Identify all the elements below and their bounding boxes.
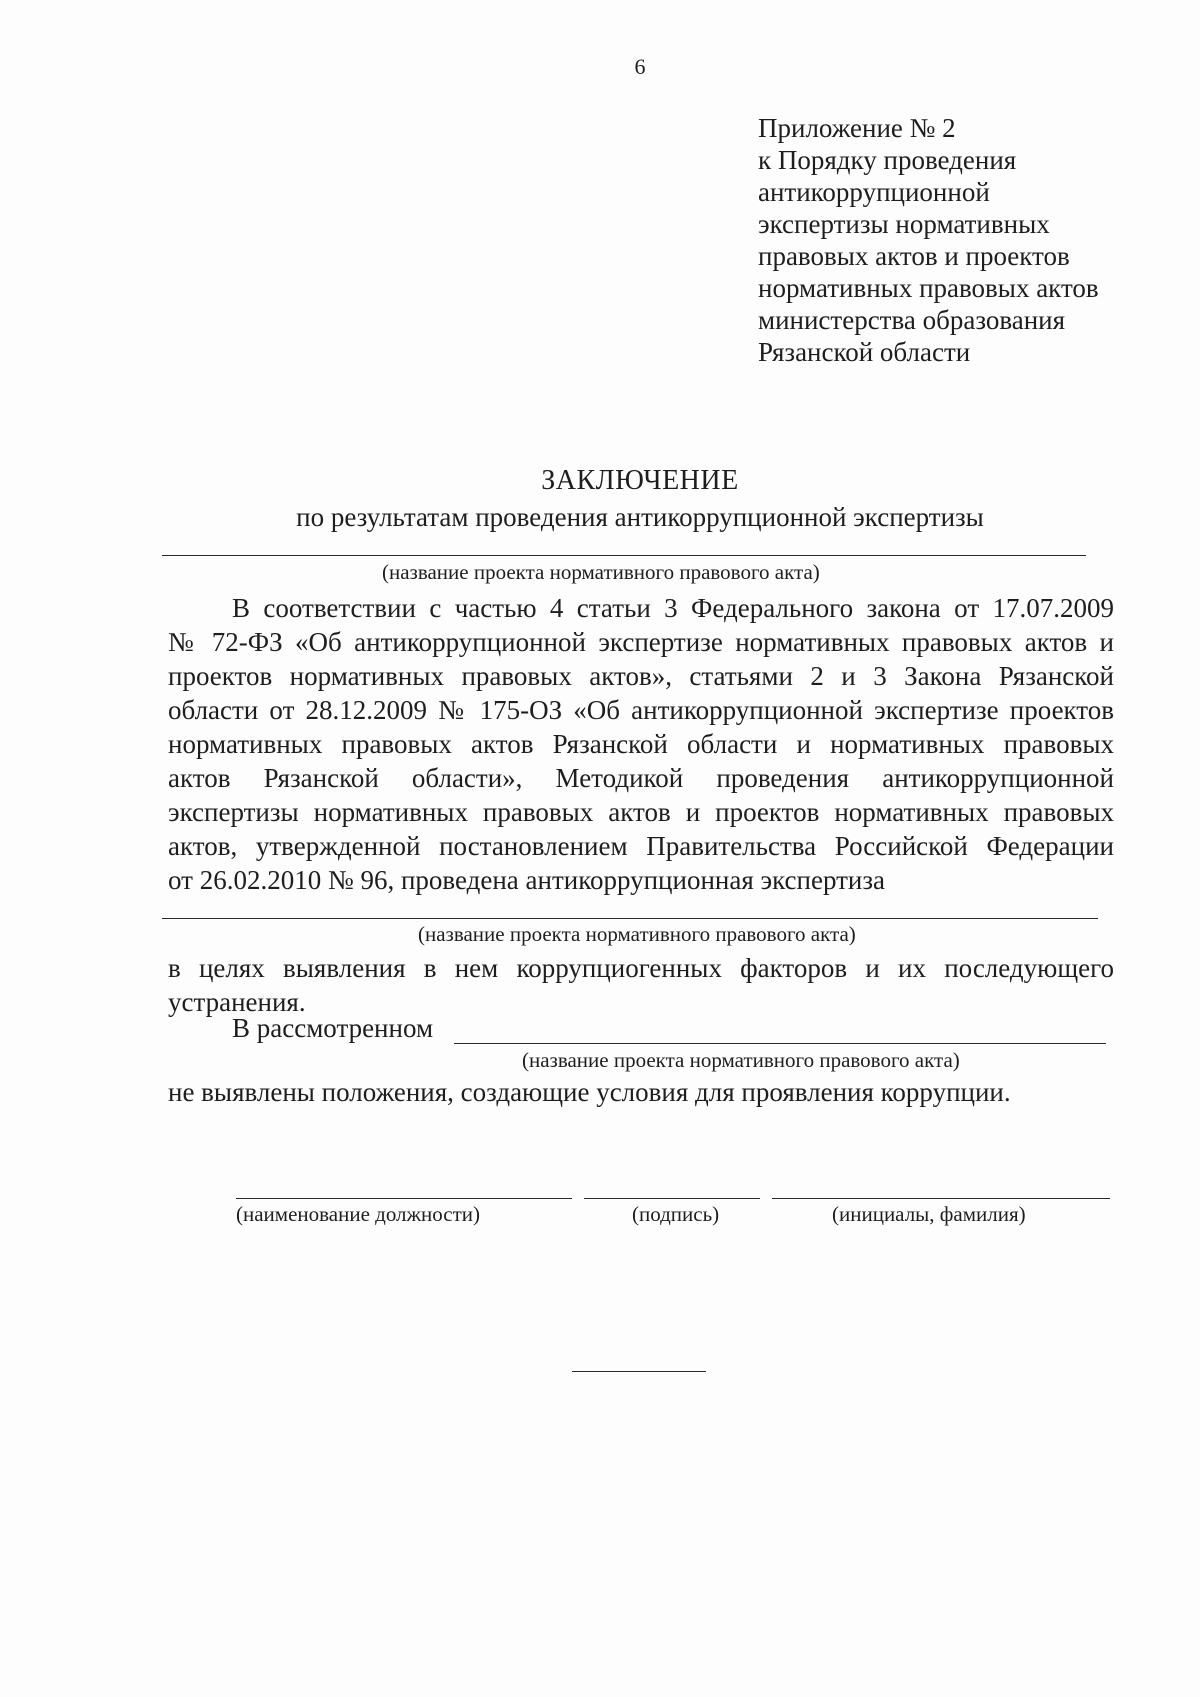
- act-name-line-2: [162, 918, 1098, 919]
- position-caption: (наименование должности): [236, 1202, 481, 1226]
- body-line: актов Рязанской области», Методикой проведения антикоррупционной: [168, 763, 1114, 793]
- body-line: проектов нормативных правовых актов», статьями 2 и 3 Закона Рязанской: [168, 661, 1114, 691]
- act-name-caption-2: (название проекта нормативного правового акта): [418, 922, 856, 946]
- body-line: актов, утвержденной постановлением Правительства Российской Федерации: [168, 831, 1114, 861]
- page-number: 6: [634, 54, 646, 79]
- body-line: № 72-ФЗ «Об антикоррупционной экспертизе нормативных правовых актов и: [168, 627, 1114, 657]
- appendix-line: экспертизы нормативных: [758, 209, 1050, 239]
- signature-line: [584, 1198, 760, 1199]
- body-line: устранения.: [168, 987, 306, 1017]
- name-line: [772, 1198, 1110, 1199]
- body-line: от 26.02.2010 № 96, проведена антикоррупционная экспертиза: [168, 865, 885, 895]
- appendix-line: к Порядку проведения: [758, 145, 1017, 175]
- appendix-header: [758, 112, 1178, 368]
- act-name-line-3: [454, 1043, 1106, 1044]
- body-line: не выявлены положения, создающие условия для проявления коррупции.: [168, 1077, 1011, 1107]
- name-caption: (инициалы, фамилия): [832, 1202, 1026, 1226]
- appendix-line: антикоррупционной: [758, 177, 990, 207]
- body-line: области от 28.12.2009 № 175-ОЗ «Об антикоррупционной экспертизе проектов: [168, 695, 1114, 725]
- position-line: [236, 1198, 572, 1199]
- appendix-line: Приложение № 2: [758, 113, 956, 143]
- body-line: экспертизы нормативных правовых актов и проектов нормативных правовых: [168, 797, 1114, 827]
- appendix-line: Рязанской области: [758, 337, 971, 367]
- signature-caption: (подпись): [632, 1202, 720, 1226]
- act-name-line-1: [162, 555, 1086, 556]
- considered-label: В рассмотренном: [232, 1013, 434, 1043]
- body-line: нормативных правовых актов Рязанской области и нормативных правовых: [168, 729, 1114, 759]
- document-subtitle: по результатам проведения антикоррупционной экспертизы: [296, 502, 984, 532]
- appendix-line: нормативных правовых актов: [758, 273, 1099, 303]
- appendix-line: правовых актов и проектов: [758, 241, 1070, 271]
- closing-divider: [572, 1371, 706, 1372]
- document-title: ЗАКЛЮЧЕНИЕ: [541, 465, 739, 496]
- body-line: в целях выявления в нем коррупциогенных факторов и их последующего: [168, 953, 1114, 983]
- act-name-caption-1: (название проекта нормативного правового акта): [382, 560, 820, 584]
- appendix-line: министерства образования: [758, 305, 1066, 335]
- act-name-caption-3: (название проекта нормативного правового акта): [522, 1048, 960, 1072]
- body-line: В соответствии с частью 4 статьи 3 Федерального закона от 17.07.2009: [232, 593, 1114, 623]
